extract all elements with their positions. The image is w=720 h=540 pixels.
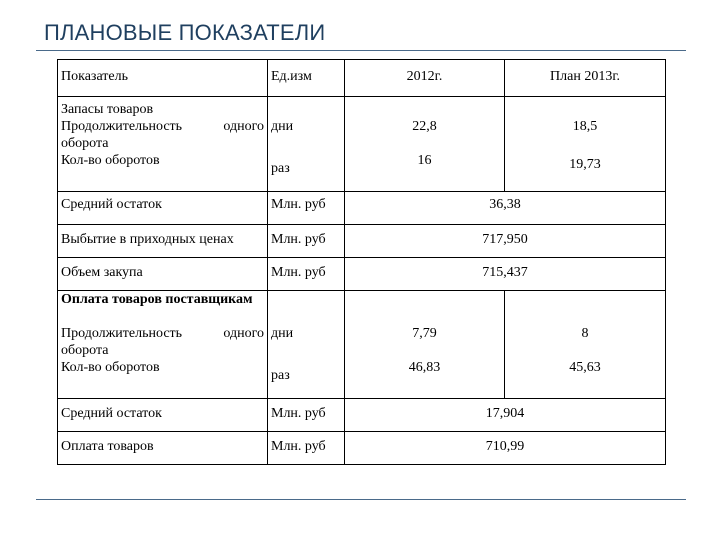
section-heading: Запасы товаров <box>61 102 154 117</box>
title-divider <box>36 50 686 51</box>
value-cell: 17,904 <box>345 399 666 432</box>
table-row <box>58 225 666 258</box>
unit-cell: Млн. руб <box>268 192 345 225</box>
row-label: Продолжительность одного оборота <box>61 119 264 151</box>
header-2012: 2012г. <box>345 60 505 97</box>
header-plan-2013: План 2013г. <box>505 60 666 97</box>
row-label: Кол-во оборотов <box>61 360 160 375</box>
row-label: Кол-во оборотов <box>61 153 160 168</box>
page-title: ПЛАНОВЫЕ ПОКАЗАТЕЛИ <box>44 20 326 45</box>
value-cell: 19,73 <box>569 157 601 172</box>
value-cell: 22,8 <box>412 119 437 134</box>
unit-cell: Млн. руб <box>268 225 345 258</box>
table-row <box>58 291 666 399</box>
row-label: Объем закупа <box>58 258 268 291</box>
table-row <box>58 192 666 225</box>
unit-cell: Млн. руб <box>268 258 345 291</box>
value-cell: 16 <box>417 153 432 168</box>
table-row <box>58 97 666 192</box>
row-label: Средний остаток <box>58 192 268 225</box>
value-cell: 36,38 <box>345 192 666 225</box>
table-row <box>58 399 666 432</box>
row-label: Оплата товаров <box>58 432 268 465</box>
value-cell: 18,5 <box>572 119 598 134</box>
section-inventory-2013 <box>505 97 666 192</box>
table-row <box>58 432 666 465</box>
unit-cell: раз <box>271 161 290 176</box>
header-unit: Ед.изм <box>268 60 345 97</box>
section-payment-2012 <box>345 291 505 399</box>
unit-cell: Млн. руб <box>268 432 345 465</box>
section-payment-cell <box>58 291 268 399</box>
section-heading: Оплата товаров поставщикам <box>61 292 253 307</box>
row-label: Выбытие в приходных ценах <box>58 225 268 258</box>
value-cell: 710,99 <box>345 432 666 465</box>
section-payment-2013 <box>505 291 666 399</box>
value-cell: 46,83 <box>408 360 441 375</box>
value-cell: 45,63 <box>569 360 601 375</box>
value-cell: 7,79 <box>412 326 437 341</box>
unit-cell: дни <box>271 119 294 134</box>
value-cell: 717,950 <box>345 225 666 258</box>
section-payment-units <box>268 291 345 399</box>
row-label: Средний остаток <box>58 399 268 432</box>
section-inventory-2012 <box>345 97 505 192</box>
table-header-row <box>58 60 666 97</box>
footer-divider <box>36 499 686 500</box>
section-inventory-units <box>268 97 345 192</box>
unit-cell: раз <box>271 368 290 383</box>
value-cell: 8 <box>581 326 589 341</box>
unit-cell: Млн. руб <box>268 399 345 432</box>
unit-cell: дни <box>271 326 294 341</box>
table-row <box>58 258 666 291</box>
row-label: Продолжительность одного оборота <box>61 326 264 358</box>
header-indicator: Показатель <box>58 60 268 97</box>
value-cell: 715,437 <box>345 258 666 291</box>
indicators-table <box>57 59 666 465</box>
section-inventory-cell <box>58 97 268 192</box>
